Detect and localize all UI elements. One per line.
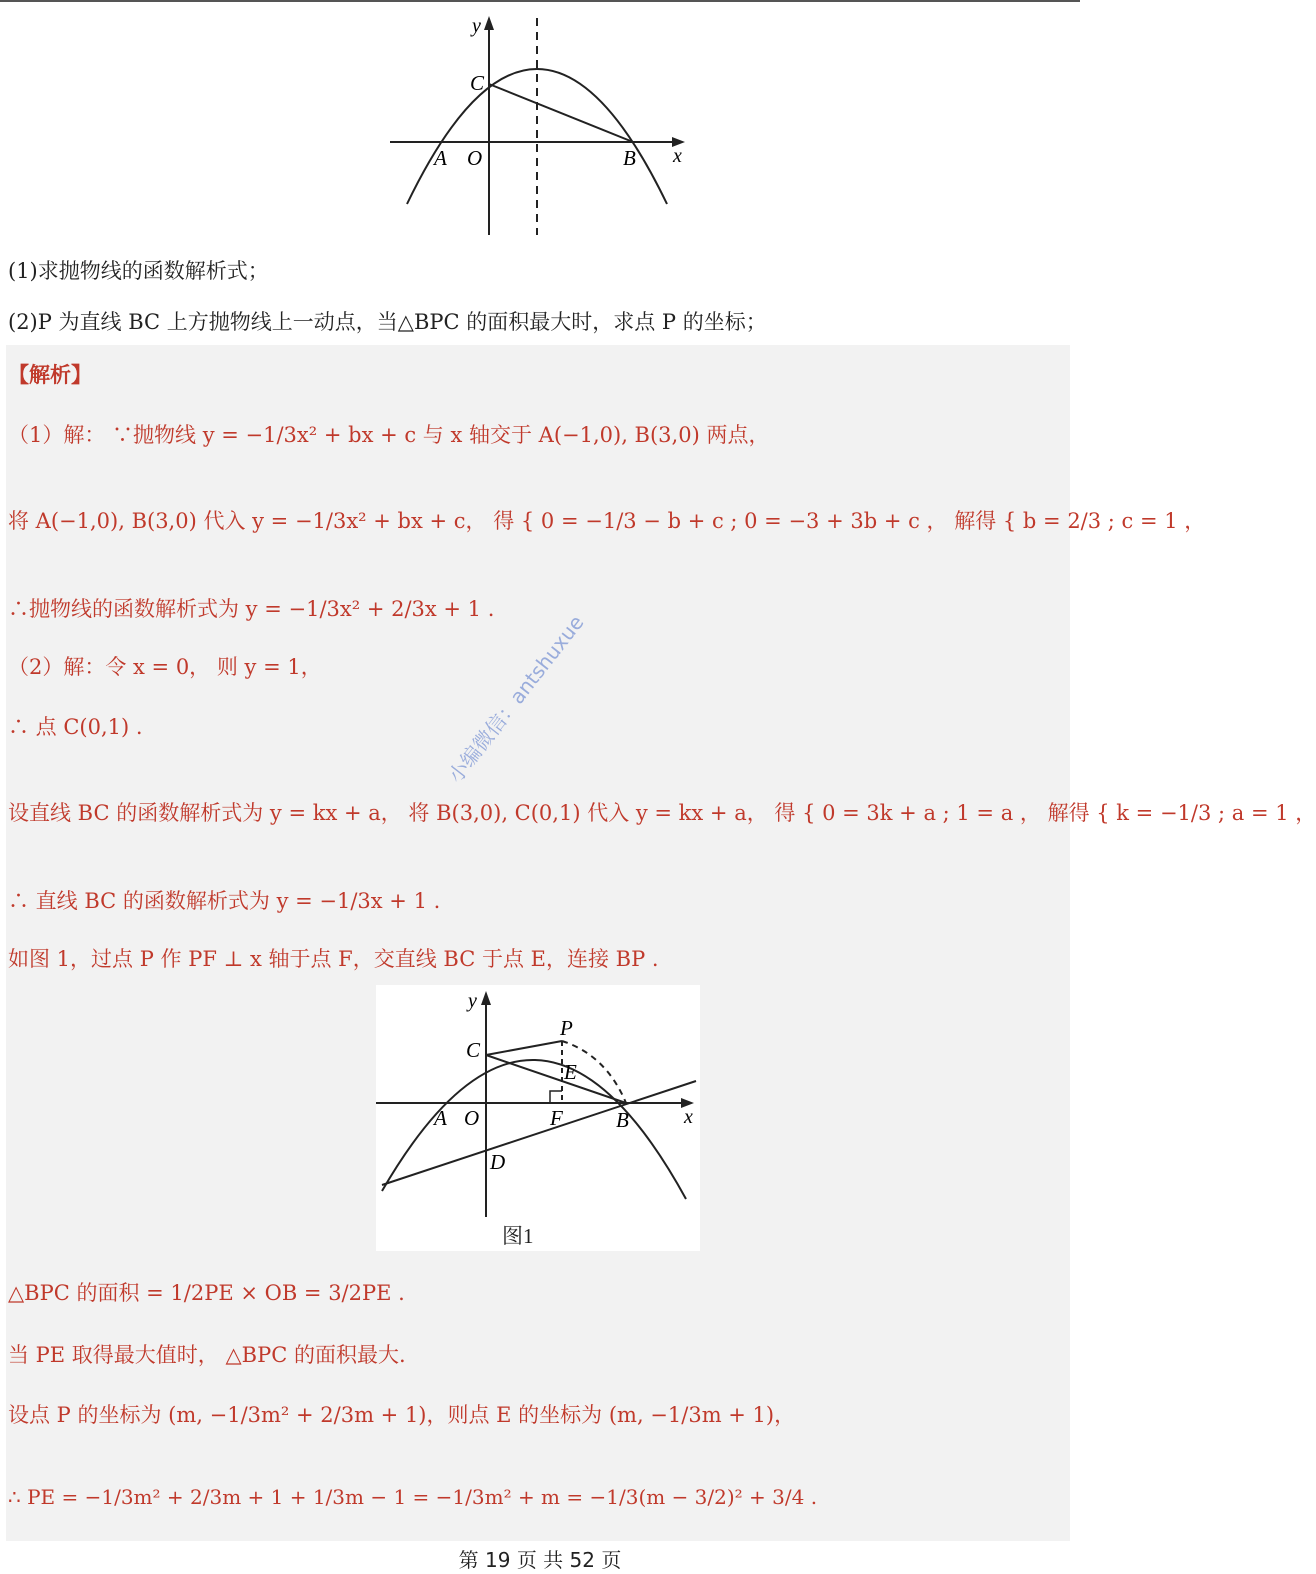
label-e: E [564, 1060, 577, 1084]
solution-line-2: 将 A(−1,0), B(3,0) 代入 y = −1/3x² + bx + c， 得 { 0 = −1/3 − b + c ; 0 = −3 + 3b + c ， 解得 { b = 2/3 ; c = 1 ， [8, 509, 1206, 533]
watermark: 小编微信：antshuxue [443, 610, 589, 788]
page-footer: 第 19 页 共 52 页 [458, 1548, 622, 1572]
solution-line-12: ∴ PE = −1/3m² + 2/3m + 1 + 1/3m − 1 = −1/3m² + m = −1/3(m − 3/2)² + 3/4 . [8, 1485, 818, 1509]
label-b-2: B [616, 1108, 629, 1132]
solution-panel [6, 345, 1316, 1541]
solution-line-1: （1）解： ∵抛物线 y = −1/3x² + bx + c 与 x 轴交于 A(−1,0), B(3,0) 两点， [8, 423, 770, 447]
label-a-2: A [434, 1106, 447, 1130]
right-angle-mark [550, 1091, 562, 1103]
label-f: F [550, 1106, 563, 1130]
y-axis-arrow-2 [481, 991, 491, 1005]
parabola-curve-2 [382, 1060, 686, 1199]
solution-line-9: △BPC 的面积 = 1/2PE × OB = 3/2PE . [8, 1281, 405, 1305]
label-y: y [472, 15, 481, 37]
label-b: B [623, 146, 636, 170]
label-x-2: x [684, 1106, 693, 1128]
label-x: x [673, 145, 682, 167]
label-c: C [470, 71, 485, 95]
label-o: O [467, 146, 483, 170]
y-axis-arrow [484, 16, 494, 30]
parabola-figure-2 [376, 985, 700, 1251]
parabola-figure-1 [380, 10, 700, 240]
label-o-2: O [464, 1106, 480, 1130]
solution-line-7: ∴ 直线 BC 的函数解析式为 y = −1/3x + 1 . [8, 889, 441, 913]
label-a: A [434, 146, 447, 170]
label-c-2: C [466, 1038, 481, 1062]
question-1: (1)求抛物线的函数解析式； [8, 259, 269, 283]
solution-line-3: ∴抛物线的函数解析式为 y = −1/3x² + 2/3x + 1 . [8, 597, 495, 621]
solution-header: 【解析】 [8, 362, 92, 387]
label-p: P [560, 1016, 573, 1040]
label-y-2: y [468, 990, 477, 1012]
solution-line-5: ∴ 点 C(0,1) . [8, 715, 143, 739]
segment-cp [486, 1041, 562, 1055]
solution-line-8: 如图 1，过点 P 作 PF ⊥ x 轴于点 F，交直线 BC 于点 E，连接 BP . [8, 947, 659, 971]
solution-line-10: 当 PE 取得最大值时， △BPC 的面积最大. [8, 1343, 406, 1367]
label-d: D [490, 1150, 506, 1174]
question-2: (2)P 为直线 BC 上方抛物线上一动点，当△BPC 的面积最大时，求点 P 的坐标； [8, 310, 767, 334]
solution-line-4: （2）解：令 x = 0， 则 y = 1， [8, 655, 322, 679]
solution-line-11: 设点 P 的坐标为 (m, −1/3m² + 2/3m + 1)，则点 E 的坐标为 (m, −1/3m + 1)， [8, 1403, 796, 1427]
line-bd [382, 1081, 696, 1185]
figure-caption: 图1 [502, 1224, 534, 1248]
solution-line-6: 设直线 BC 的函数解析式为 y = kx + a， 将 B(3,0), C(0,1) 代入 y = kx + a， 得 { 0 = 3k + a ; 1 = a ， 解得 { k = −1/3 ; a = 1 ， [8, 801, 1316, 825]
top-rule [0, 0, 1080, 2]
